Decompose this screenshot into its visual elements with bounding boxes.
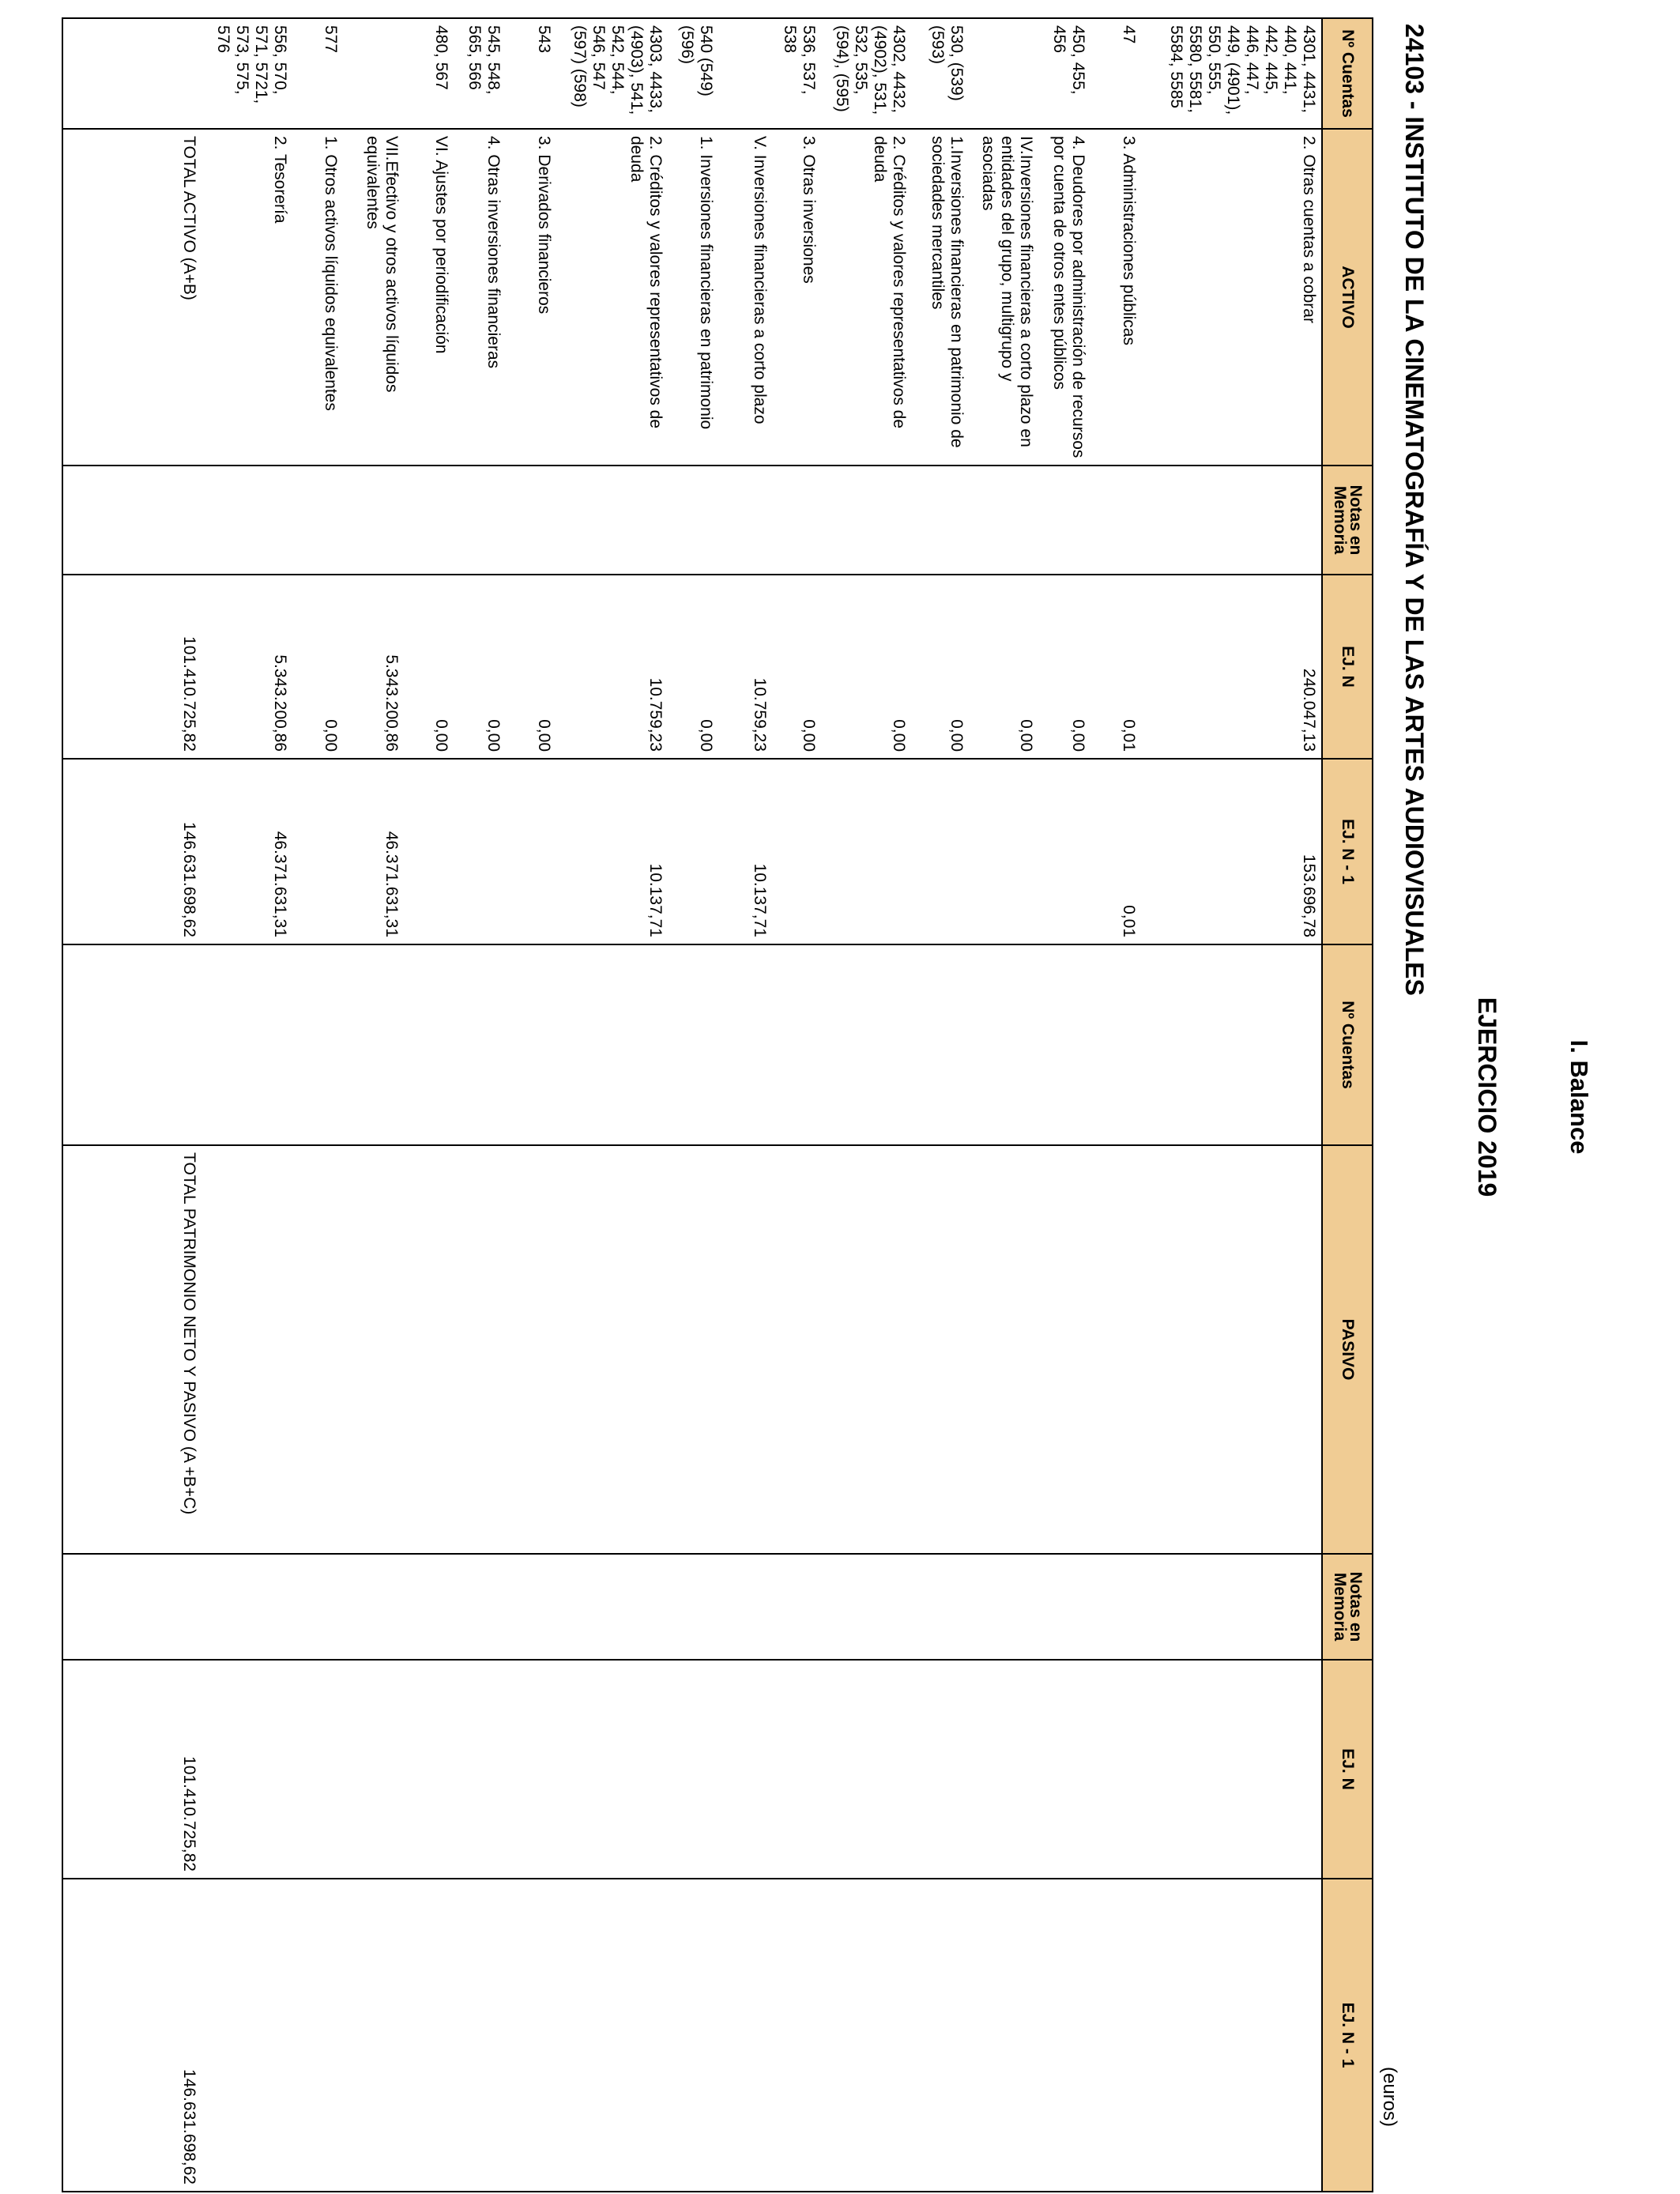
report-title: I. Balance: [1565, 1039, 1593, 1155]
cuentas-cell: 4301, 4431, 440, 441, 442, 445, 446, 447, 449, (4901), 550, 555, 5580, 5581, 5584, 5585: [1141, 18, 1322, 129]
col-header-pasivo: PASIVO: [1322, 1145, 1373, 1554]
ejn-pasivo-cell: [1090, 1660, 1141, 1879]
activo-concept-cell: 2. Otras cuentas a cobrar: [1141, 129, 1322, 466]
cuentas-cell: 530, (539) (593): [911, 18, 969, 129]
report-subtitle: EJERCICIO 2019: [1473, 997, 1501, 1197]
ejn-pasivo-cell: [1038, 1660, 1090, 1879]
col-header-ejn1: EJ. N - 1: [1322, 759, 1373, 944]
notas-pasivo-cell: [718, 1554, 772, 1660]
ejn1-cell: 46.371.631,31: [343, 759, 404, 944]
cuentas-pasivo-cell: [1038, 944, 1090, 1145]
ejn1-pasivo-cell: [821, 1879, 911, 2192]
ejn-cell: 0,00: [821, 575, 911, 759]
ejn-pasivo-cell: [668, 1660, 718, 1879]
cuentas-pasivo-cell: [911, 944, 969, 1145]
notas-pasivo-cell: [404, 1554, 454, 1660]
notas-pasivo-cell: [969, 1554, 1038, 1660]
notas-cell: [911, 466, 969, 575]
pasivo-concept-cell: [668, 1145, 718, 1554]
pasivo-concept-cell: [969, 1145, 1038, 1554]
ejn-cell: 0,00: [969, 575, 1038, 759]
ejn-pasivo-cell: [969, 1660, 1038, 1879]
cuentas-cell: 4302, 4432, (4902), 531, 532, 535, (594), (595): [821, 18, 911, 129]
notas-cell: [1090, 466, 1141, 575]
activo-concept-cell: 1.Inversiones financieras en patrimonio de sociedades mercantiles: [911, 129, 969, 466]
notas-pasivo-cell: [62, 1554, 202, 1660]
cuentas-pasivo-cell: [1141, 944, 1322, 1145]
ejn-cell: 101.410.725,82: [62, 575, 202, 759]
table-row: [1141, 18, 1322, 2192]
ejn-pasivo-cell: [202, 1660, 292, 1879]
ejn-cell: 0,00: [506, 575, 556, 759]
pasivo-concept-cell: [1141, 1145, 1322, 1554]
activo-concept-cell: TOTAL ACTIVO (A+B): [62, 129, 202, 466]
table-row: [202, 18, 292, 2192]
cuentas-pasivo-cell: [506, 944, 556, 1145]
ejn-pasivo-cell: 101.410.725,82: [62, 1660, 202, 1879]
activo-concept-cell: IV.Inversiones financieras a corto plazo en entidades del grupo, multigrupo y asociadas: [969, 129, 1038, 466]
table-row: [718, 18, 772, 2192]
pasivo-concept-cell: [911, 1145, 969, 1554]
notas-cell: [506, 466, 556, 575]
ejn-pasivo-cell: [1141, 1660, 1322, 1879]
ejn1-pasivo-cell: [1090, 1879, 1141, 2192]
ejn1-pasivo-cell: [292, 1879, 343, 2192]
col-header-ejn: EJ. N: [1322, 575, 1373, 759]
notas-cell: [404, 466, 454, 575]
ejn1-cell: [1038, 759, 1090, 944]
entity-name: 24103 - INSTITUTO DE LA CINEMATOGRAFÍA Y DE LAS ARTES AUDIOVISUALES: [1400, 24, 1429, 996]
cuentas-pasivo-cell: [454, 944, 506, 1145]
cuentas-cell: 480, 567: [404, 18, 454, 129]
notas-cell: [292, 466, 343, 575]
activo-concept-cell: 4. Otras inversiones financieras: [454, 129, 506, 466]
ejn1-cell: 153.696,78: [1141, 759, 1322, 944]
table-row: [668, 18, 718, 2192]
notas-pasivo-cell: [821, 1554, 911, 1660]
notas-cell: [969, 466, 1038, 575]
activo-concept-cell: 1. Inversiones financieras en patrimonio: [668, 129, 718, 466]
table-row: [821, 18, 911, 2192]
ejn1-cell: [821, 759, 911, 944]
activo-concept-cell: 1. Otros activos líquidos equivalentes: [292, 129, 343, 466]
ejn-cell: 0,00: [911, 575, 969, 759]
notas-cell: [772, 466, 821, 575]
activo-concept-cell: VI. Ajustes por periodificación: [404, 129, 454, 466]
ejn1-pasivo-cell: [969, 1879, 1038, 2192]
cuentas-cell: [62, 18, 202, 129]
notas-cell: [556, 466, 668, 575]
notas-pasivo-cell: [343, 1554, 404, 1660]
cuentas-cell: 540 (549) (596): [668, 18, 718, 129]
cuentas-pasivo-cell: [556, 944, 668, 1145]
col-header-ejn1-pasivo: EJ. N - 1: [1322, 1879, 1373, 2192]
ejn1-cell: [772, 759, 821, 944]
pasivo-concept-cell: [772, 1145, 821, 1554]
ejn1-cell: 46.371.631,31: [202, 759, 292, 944]
notas-pasivo-cell: [1038, 1554, 1090, 1660]
activo-concept-cell: 2. Créditos y valores representativos de deuda: [821, 129, 911, 466]
cuentas-pasivo-cell: [1090, 944, 1141, 1145]
pasivo-concept-cell: [718, 1145, 772, 1554]
activo-concept-cell: 2. Créditos y valores representativos de deuda: [556, 129, 668, 466]
ejn-pasivo-cell: [292, 1660, 343, 1879]
cuentas-pasivo-cell: [718, 944, 772, 1145]
col-header-cuentas-pasivo: Nº Cuentas: [1322, 944, 1373, 1145]
cuentas-pasivo-cell: [772, 944, 821, 1145]
ejn-cell: 240.047,13: [1141, 575, 1322, 759]
ejn-cell: 5.343.200,86: [343, 575, 404, 759]
ejn1-pasivo-cell: [202, 1879, 292, 2192]
ejn-pasivo-cell: [556, 1660, 668, 1879]
cuentas-cell: 47: [1090, 18, 1141, 129]
ejn1-pasivo-cell: [668, 1879, 718, 2192]
table-row: [1090, 18, 1141, 2192]
notas-cell: [718, 466, 772, 575]
currency-units: (euros): [1379, 2067, 1400, 2128]
notas-cell: [821, 466, 911, 575]
pasivo-concept-cell: [506, 1145, 556, 1554]
notas-pasivo-cell: [1090, 1554, 1141, 1660]
table-row: [969, 18, 1038, 2192]
pasivo-concept-cell: [1038, 1145, 1090, 1554]
activo-concept-cell: 4. Deudores por administración de recursos por cuenta de otros entes públicos: [1038, 129, 1090, 466]
ejn-cell: 10.759,23: [718, 575, 772, 759]
cuentas-cell: 556, 570, 571, 5721, 573, 575, 576: [202, 18, 292, 129]
ejn-cell: 0,00: [772, 575, 821, 759]
ejn1-cell: 146.631.698,62: [62, 759, 202, 944]
notas-cell: [454, 466, 506, 575]
col-header-cuentas: Nº Cuentas: [1322, 18, 1373, 129]
notas-pasivo-cell: [772, 1554, 821, 1660]
ejn-cell: 0,00: [668, 575, 718, 759]
pasivo-concept-cell: TOTAL PATRIMONIO NETO Y PASIVO (A +B+C): [62, 1145, 202, 1554]
ejn-cell: 0,01: [1090, 575, 1141, 759]
notas-pasivo-cell: [1141, 1554, 1322, 1660]
ejn-cell: 0,00: [1038, 575, 1090, 759]
ejn-pasivo-cell: [718, 1660, 772, 1879]
cuentas-pasivo-cell: [821, 944, 911, 1145]
table-row: [404, 18, 454, 2192]
activo-concept-cell: 3. Derivados financieros: [506, 129, 556, 466]
balance-table: [62, 17, 1373, 2192]
ejn1-pasivo-cell: [718, 1879, 772, 2192]
notas-cell: [668, 466, 718, 575]
table-row: [506, 18, 556, 2192]
pasivo-concept-cell: [404, 1145, 454, 1554]
notas-cell: [1141, 466, 1322, 575]
notas-cell: [1038, 466, 1090, 575]
cuentas-cell: 543: [506, 18, 556, 129]
table-row: [911, 18, 969, 2192]
col-header-ejn-pasivo: EJ. N: [1322, 1660, 1373, 1879]
activo-concept-cell: 3. Administraciones públicas: [1090, 129, 1141, 466]
table-row: [343, 18, 404, 2192]
cuentas-pasivo-cell: [404, 944, 454, 1145]
cuentas-cell: [343, 18, 404, 129]
ejn1-pasivo-cell: [404, 1879, 454, 2192]
table-header-row: [1322, 18, 1373, 2192]
ejn1-cell: 0,01: [1090, 759, 1141, 944]
ejn1-pasivo-cell: [1038, 1879, 1090, 2192]
activo-concept-cell: 2. Tesorería: [202, 129, 292, 466]
ejn1-cell: 10.137,71: [556, 759, 668, 944]
ejn1-cell: [668, 759, 718, 944]
notas-pasivo-cell: [292, 1554, 343, 1660]
table-row: [772, 18, 821, 2192]
col-header-notas-pasivo: Notas en Memoria: [1322, 1554, 1373, 1660]
activo-concept-cell: V. Inversiones financieras a corto plazo: [718, 129, 772, 466]
ejn1-pasivo-cell: [1141, 1879, 1322, 2192]
pasivo-concept-cell: [202, 1145, 292, 1554]
pasivo-concept-cell: [343, 1145, 404, 1554]
cuentas-pasivo-cell: [202, 944, 292, 1145]
ejn1-cell: [292, 759, 343, 944]
notas-cell: [202, 466, 292, 575]
cuentas-cell: [969, 18, 1038, 129]
notas-pasivo-cell: [202, 1554, 292, 1660]
ejn1-pasivo-cell: [911, 1879, 969, 2192]
activo-concept-cell: 3. Otras inversiones: [772, 129, 821, 466]
notas-cell: [62, 466, 202, 575]
activo-concept-cell: VII.Efectivo y otros activos líquidos equivalentes: [343, 129, 404, 466]
ejn-pasivo-cell: [454, 1660, 506, 1879]
notas-pasivo-cell: [556, 1554, 668, 1660]
cuentas-pasivo-cell: [668, 944, 718, 1145]
ejn-pasivo-cell: [343, 1660, 404, 1879]
col-header-activo: ACTIVO: [1322, 129, 1373, 466]
table-row: [454, 18, 506, 2192]
ejn-cell: 0,00: [292, 575, 343, 759]
notas-cell: [343, 466, 404, 575]
ejn1-cell: [506, 759, 556, 944]
ejn-cell: 0,00: [454, 575, 506, 759]
ejn-pasivo-cell: [911, 1660, 969, 1879]
cuentas-pasivo-cell: [292, 944, 343, 1145]
ejn-pasivo-cell: [404, 1660, 454, 1879]
table-row: [292, 18, 343, 2192]
cuentas-pasivo-cell: [343, 944, 404, 1145]
cuentas-cell: 450, 455, 456: [1038, 18, 1090, 129]
ejn-pasivo-cell: [506, 1660, 556, 1879]
cuentas-cell: [718, 18, 772, 129]
ejn1-cell: 10.137,71: [718, 759, 772, 944]
ejn-cell: 10.759,23: [556, 575, 668, 759]
notas-pasivo-cell: [506, 1554, 556, 1660]
ejn1-pasivo-cell: [343, 1879, 404, 2192]
ejn1-pasivo-cell: [556, 1879, 668, 2192]
cuentas-pasivo-cell: [969, 944, 1038, 1145]
ejn1-pasivo-cell: [772, 1879, 821, 2192]
ejn-cell: 5.343.200,86: [202, 575, 292, 759]
cuentas-cell: 536, 537, 538: [772, 18, 821, 129]
pasivo-concept-cell: [821, 1145, 911, 1554]
ejn-cell: 0,00: [404, 575, 454, 759]
pasivo-concept-cell: [454, 1145, 506, 1554]
ejn-pasivo-cell: [821, 1660, 911, 1879]
ejn1-pasivo-cell: [506, 1879, 556, 2192]
ejn-pasivo-cell: [772, 1660, 821, 1879]
notas-pasivo-cell: [911, 1554, 969, 1660]
table-row: [556, 18, 668, 2192]
pasivo-concept-cell: [292, 1145, 343, 1554]
ejn1-pasivo-cell: 146.631.698,62: [62, 1879, 202, 2192]
ejn1-cell: [404, 759, 454, 944]
cuentas-pasivo-cell: [62, 944, 202, 1145]
ejn1-cell: [911, 759, 969, 944]
table-row: [1038, 18, 1090, 2192]
ejn1-pasivo-cell: [454, 1879, 506, 2192]
cuentas-cell: 545, 548, 565, 566: [454, 18, 506, 129]
ejn1-cell: [969, 759, 1038, 944]
pasivo-concept-cell: [1090, 1145, 1141, 1554]
notas-pasivo-cell: [454, 1554, 506, 1660]
pasivo-concept-cell: [556, 1145, 668, 1554]
ejn1-cell: [454, 759, 506, 944]
cuentas-cell: 577: [292, 18, 343, 129]
table-row: [62, 18, 202, 2192]
notas-pasivo-cell: [668, 1554, 718, 1660]
cuentas-cell: 4303, 4433, (4903), 541, 542, 544, 546, 547 (597) (598): [556, 18, 668, 129]
col-header-notas: Notas en Memoria: [1322, 466, 1373, 575]
